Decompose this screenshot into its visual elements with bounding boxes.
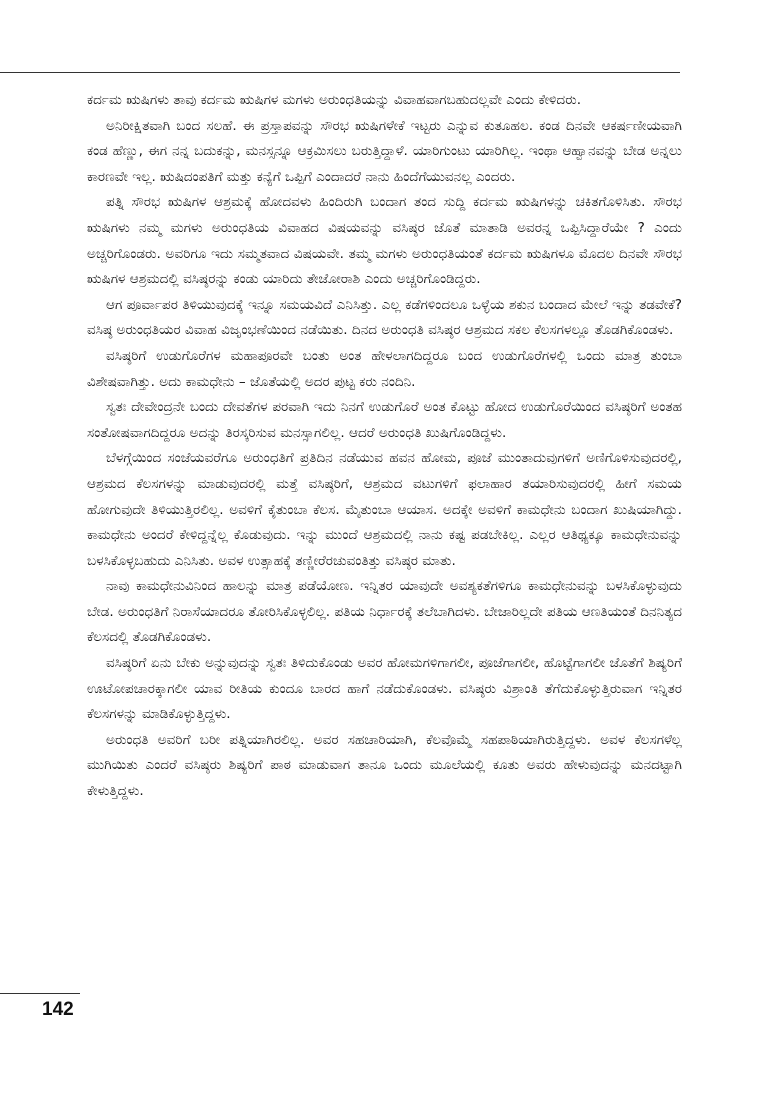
paragraph: ಪತ್ನಿ ಸೌರಭ ಋಷಿಗಳ ಆಶ್ರಮಕ್ಕೆ ಹೋದವಳು ಹಿಂದಿರುಗಿ ಬಂದಾಗ ತಂದ ಸುದ್ದಿ ಕರ್ದಮ ಋಷಿಗಳನ್ನು ಚಕಿತಗೊಳಿಸಿತು. ಸೌರಭ ಋಷಿಗಳು ನಮ್ಮ ಮಗಳು ಅರುಂಧತಿಯ ವಿವಾಹದ ವಿಷಯವನ್ನು ವಸಿಷ್ಠರ ಜೊತೆ ಮಾತಾಡಿ ಅವರನ್ನ ಒಪ್ಪಿಸಿದ್ದಾರೆಯೇ ? ಎಂದು ಅಚ್ಚರಿಗೊಂಡರು. ಅವರಿಗೂ ಇದು ಸಮ್ಮತವಾದ ವಿಷಯವೇ. ತಮ್ಮ ಮಗಳು ಅರುಂಧತಿಯಂತೆ ಕರ್ದಮ ಋಷಿಗಳೂ ಮೊದಲ ದಿನವೇ ಸೌರಭ ಋಷಿಗಳ ಆಶ್ರಮದಲ್ಲಿ ವಸಿಷ್ಠರನ್ನು ಕಂಡು ಯಾರಿದು ತೇಜೋರಾಶಿ ಎಂದು ಅಚ್ಚರಿಗೊಂಡಿದ್ದರು. (87, 194, 682, 288)
paragraph: ಕರ್ದಮ ಋಷಿಗಳು ತಾವು ಕರ್ದಮ ಋಷಿಗಳ ಮಗಳು ಅರುಂಧತಿಯನ್ನು ವಿವಾಹವಾಗಬಹುದಲ್ಲವೇ ಎಂದು ಕೇಳಿದರು. (87, 92, 582, 108)
paragraph: ವಸಿಷ್ಠರಿಗೆ ಉಡುಗೊರೆಗಳ ಮಹಾಪೂರವೇ ಬಂತು ಅಂತ ಹೇಳಲಾಗದಿದ್ದರೂ ಬಂದ ಉಡುಗೊರೆಗಳಲ್ಲಿ ಒಂದು ಮಾತ್ರ ತುಂಬಾ ವಿಶೇಷವಾಗಿತ್ತು. ಅದು ಕಾಮಧೇನು – ಜೊತೆಯಲ್ಲಿ ಅದರ ಪುಟ್ಟ ಕರು ನಂದಿನಿ. (87, 347, 682, 390)
paragraph: ಅನಿರೀಕ್ಷಿತವಾಗಿ ಬಂದ ಸಲಹೆ. ಈ ಪ್ರಸ್ತಾಪವನ್ನು ಸೌರಭ ಋಷಿಗಳೇಕೆ ಇಟ್ಟರು ಎನ್ನುವ ಕುತೂಹಲ. ಕಂಡ ದಿನವೇ ಆಕರ್ಷಣೀಯವಾಗಿ ಕಂಡ ಹೆಣ್ಣು, ಈಗ ನನ್ನ ಬದುಕನ್ನು, ಮನಸ್ಸನ್ನೂ ಆಕ್ರಮಿಸಲು ಬರುತ್ತಿದ್ದಾಳೆ. ಯಾರಿಗುಂಟು ಯಾರಿಗಿಲ್ಲ. ಇಂಥಾ ಆಹ್ವಾನವನ್ನು ಬೇಡ ಅನ್ನಲು ಕಾರಣವೇ ಇಲ್ಲ. ಋಷಿದಂಪತಿಗೆ ಮತ್ತು ಕನ್ಯೆಗೆ ಒಪ್ಪಿಗೆ ಎಂದಾದರೆ ನಾನು ಹಿಂದೆಗೆಯುವನಲ್ಲ ಎಂದರು. (87, 117, 682, 185)
body-text (87, 88, 682, 805)
paragraph: ಸ್ವತಃ ದೇವೇಂದ್ರನೇ ಬಂದು ದೇವತೆಗಳ ಪರವಾಗಿ ಇದು ನಿನಗೆ ಉಡುಗೊರೆ ಅಂತ ಕೊಟ್ಟು ಹೋದ ಉಡುಗೊರೆಯಿಂದ ವಸಿಷ್ಠರಿಗೆ ಅಂತಹ ಸಂತೋಷವಾಗದಿದ್ದರೂ ಅದನ್ನು ತಿರಸ್ಕರಿಸುವ ಮನಸ್ಸಾಗಲಿಲ್ಲ. ಆದರೆ ಅರುಂಧತಿ ಖುಷಿಗೊಂಡಿದ್ದಳು. (87, 399, 682, 441)
paragraph: ವಸಿಷ್ಠರಿಗೆ ಏನು ಬೇಕು ಅನ್ನುವುದನ್ನು ಸ್ವತಃ ತಿಳಿದುಕೊಂಡು ಅವರ ಹೋಮಗಳಿಗಾಗಲೀ, ಪೂಜೆಗಾಗಲೀ, ಹೊಟ್ಟೆಗಾಗಲೀ ಜೊತೆಗೆ ಶಿಷ್ಯರಿಗೆ ಊಟೋಪಚಾರಕ್ಕಾಗಲೀ ಯಾವ ರೀತಿಯ ಕುಂದೂ ಬಾರದ ಹಾಗೆ ನಡೆದುಕೊಂಡಳು. ವಸಿಷ್ಠರು ವಿಶ್ರಾಂತಿ ತೆಗೆದುಕೊಳ್ಳುತ್ತಿರುವಾಗ ಇನ್ನಿತರ ಕೆಲಸಗಳನ್ನು ಮಾಡಿಕೊಳ್ಳುತ್ತಿದ್ದಳು. (87, 655, 682, 723)
footer-rule (0, 993, 80, 994)
paragraph: ಆಗ ಪೂರ್ವಾಪರ ತಿಳಿಯುವುದಕ್ಕೆ ಇನ್ನೂ ಸಮಯವಿದೆ ಎನಿಸಿತ್ತು. ಎಲ್ಲ ಕಡೆಗಳಿಂದಲೂ ಒಳ್ಳೆಯ ಶಕುನ ಬಂದಾದ ಮೇಲೆ ಇನ್ನು ತಡವೇಕೆ? ವಸಿಷ್ಠ ಅರುಂಧತಿಯರ ವಿವಾಹ ವಿಜೃಂಭಣೆಯಿಂದ ನಡೆಯಿತು. ದಿನದ ಅರುಂಧತಿ ವಸಿಷ್ಠರ ಆಶ್ರಮದ ಸಕಲ ಕೆಲಸಗಳಲ್ಲೂ ತೊಡಗಿಕೊಂಡಳು. (87, 296, 682, 339)
paragraph: ನಾವು ಕಾಮಧೇನುವಿನಿಂದ ಹಾಲನ್ನು ಮಾತ್ರ ಪಡೆಯೋಣ. ಇನ್ನಿತರ ಯಾವುದೇ ಅವಶ್ಯಕತೆಗಳಿಗೂ ಕಾಮಧೇನುವನ್ನು ಬಳಸಿಕೊಳ್ಳುವುದು ಬೇಡ. ಅರುಂಧತಿಗೆ ನಿರಾಸೆಯಾದರೂ ತೋರಿಸಿಕೊಳ್ಳಲಿಲ್ಲ. ಪತಿಯ ನಿರ್ಧಾರಕ್ಕೆ ತಲೆಬಾಗಿದಳು. ಬೇಜಾರಿಲ್ಲದೇ ಪತಿಯ ಆಣತಿಯಂತೆ ದಿನನಿತ್ಯದ ಕೆಲಸದಲ್ಲಿ ತೊಡಗಿಕೊಂಡಳು. (87, 578, 682, 646)
paragraph: ಅರುಂಧತಿ ಅವರಿಗೆ ಬರೀ ಪತ್ನಿಯಾಗಿರಲಿಲ್ಲ. ಅವರ ಸಹಚಾರಿಯಾಗಿ, ಕೆಲವೊಮ್ಮೆ ಸಹಪಾಠಿಯಾಗಿರುತ್ತಿದ್ದಳು. ಅವಳ ಕೆಲಸಗಳೆಲ್ಲ ಮುಗಿಯಿತು ಎಂದರೆ ವಸಿಷ್ಠರು ಶಿಷ್ಯರಿಗೆ ಪಾಠ ಮಾಡುವಾಗ ತಾನೂ ಒಂದು ಮೂಲೆಯಲ್ಲಿ ಕೂತು ಅವರು ಹೇಳುವುದನ್ನು ಮನದಟ್ಟಾಗಿ ಕೇಳುತ್ತಿದ್ದಳು. (87, 731, 682, 800)
page-number: 142 (42, 999, 74, 1020)
paragraph: ಬೆಳಗ್ಗೆಯಿಂದ ಸಂಜೆಯವರೆಗೂ ಅರುಂಧತಿಗೆ ಪ್ರತಿದಿನ ನಡೆಯುವ ಹವನ ಹೋಮ, ಪೂಜೆ ಮುಂತಾದುವುಗಳಿಗೆ ಅಣಿಗೊಳಿಸುವುದರಲ್ಲಿ, ಆಶ್ರಮದ ಕೆಲಸಗಳನ್ನು ಮಾಡುವುದರಲ್ಲಿ ಮತ್ತೆ ವಸಿಷ್ಠರಿಗೆ, ಆಶ್ರಮದ ವಟುಗಳಿಗೆ ಫಲಾಹಾರ ತಯಾರಿಸುವುದರಲ್ಲಿ ಹೀಗೆ ಸಮಯ ಹೋಗುವುದೇ ತಿಳಿಯುತ್ತಿರಲಿಲ್ಲ. ಅವಳಿಗೆ ಕೈತುಂಬಾ ಕೆಲಸ. ಮೈತುಂಬಾ ಆಯಾಸ. ಅದಕ್ಕೇ ಅವಳಿಗೆ ಕಾಮಧೇನು ಬಂದಾಗ ಖುಷಿಯಾಗಿದ್ದು. ಕಾಮಧೇನು ಅಂದರೆ ಕೇಳಿದ್ದನ್ನೆಲ್ಲ ಕೊಡುವುದು. ಇನ್ನು ಮುಂದೆ ಆಶ್ರಮದಲ್ಲಿ ನಾನು ಕಷ್ಟ ಪಡಬೇಕಿಲ್ಲ. ಎಲ್ಲರ ಆತಿಥ್ಯಕ್ಕೂ ಕಾಮಧೇನುವನ್ನು ಬಳಸಿಕೊಳ್ಳಬಹುದು ಎನಿಸಿತು. ಅವಳ ಉತ್ಸಾಹಕ್ಕೆ ತಣ್ಣೀರೆರಚುವಂತಿತ್ತು ವಸಿಷ್ಠರ ಮಾತು. (87, 450, 682, 569)
header-rule (0, 72, 680, 73)
